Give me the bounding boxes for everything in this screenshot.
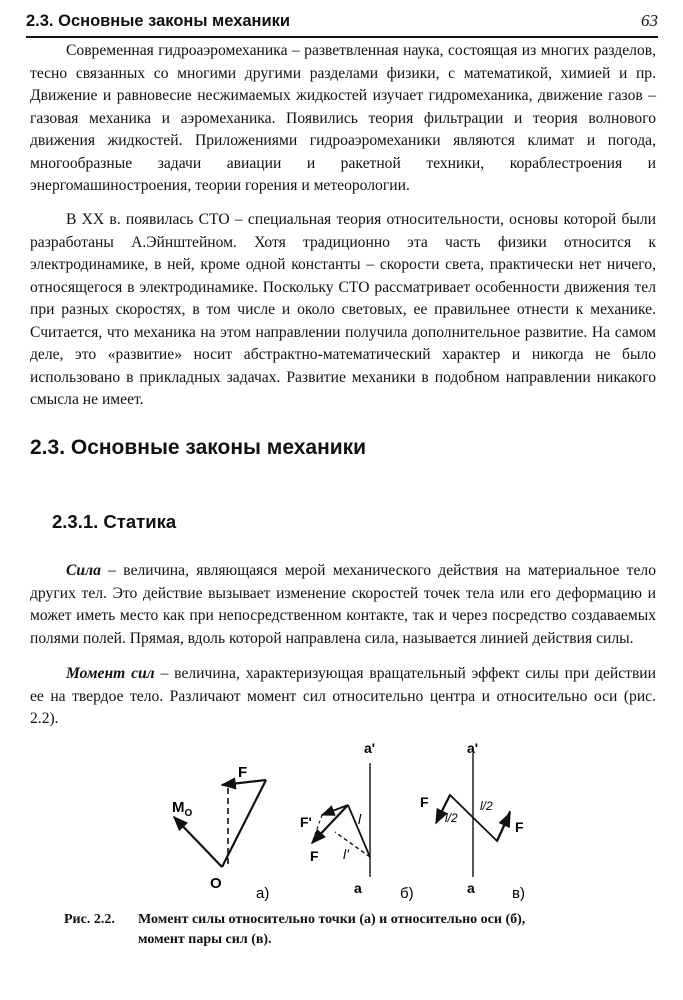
label-F-c-right: F: [515, 819, 524, 835]
page-number: 63: [641, 11, 658, 30]
running-head: [26, 10, 658, 38]
paragraph-relativity: В XX в. появилась СТО – специальная теория относительности, основы которой были разработаны А.Эйнштейном. Хотя традиционно эта часть физики относится к электродинамике, в ней, кроме одной константы – скорости света, практически нет ничего, относящегося в электродинамике. Поскольку СТО рассматривает особенности движения тел при разных скоростях, в том числе и около световых, ее правильнее отнести к механике. Считается, что механика на этом направлении получила дополнительное развитие. На самом деле, это «развитие» носит абстрактно-математический характер и никогда не было использовано в прикладных задачах. Развитие механики в подобном направлении никакого смысла не имеет.: [30, 211, 656, 408]
label-F-b: F: [310, 848, 319, 864]
subfigure-label-c: в): [512, 885, 525, 902]
moment-vector: [174, 817, 222, 867]
definition-moment-text: – величина, характеризующая вращательный эффект силы при действии ее на твердое тело. Различают момент сил относительно центра и относительно оси (рис. 2.2).: [30, 665, 657, 727]
label-a-prime-b: a': [364, 740, 376, 756]
label-F-a: F: [238, 764, 248, 781]
label-a-b: a: [354, 880, 362, 896]
definition-moment: [30, 663, 656, 731]
term-moment: Момент сил: [66, 665, 155, 682]
label-F-prime: F': [300, 814, 312, 830]
subsection-heading: 2.3.1. Статика: [52, 511, 177, 532]
figure-2-2: [0, 735, 683, 910]
moment-diagrams: [0, 735, 683, 905]
diagram-axis-moment: [312, 763, 370, 877]
running-head-title: 2.3. Основные законы механики: [26, 12, 291, 30]
label-a-prime-c: a': [467, 740, 479, 756]
label-half-l-left: l/2: [445, 811, 458, 825]
label-l-prime: l': [343, 846, 349, 862]
subfigure-label-b: б): [400, 885, 414, 902]
caption-line-2: момент пары сил (в).: [138, 932, 272, 947]
figure-caption: [64, 910, 624, 950]
section-heading: 2.3. Основные законы механики: [30, 436, 367, 459]
caption-line-1: Момент силы относительно точки (а) и относительно оси (б),: [138, 912, 526, 927]
label-F-c-left: F: [420, 794, 429, 810]
subfigure-label-a: а): [256, 885, 270, 902]
force-vector-b: [312, 805, 348, 843]
label-l: l: [358, 811, 362, 827]
label-half-l-right: l/2: [480, 799, 493, 813]
caption-label: Рис. 2.2.: [64, 912, 115, 927]
couple-force-right: [497, 813, 510, 841]
label-a-c: a: [467, 880, 475, 896]
term-force: Сила: [66, 562, 101, 579]
diagram-point-moment: [174, 780, 266, 867]
paragraph-hydroaeromechanics: Современная гидроаэромеханика – разветвленная наука, состоящая из многих разделов, тесно связанных со многими другими разделами физики, с математикой, химией и пр. Движение и равновесие несжимаемых жидкостей изучает гидромеханика, движение газов – газовая механика и аэромеханика. Появились теория фильтрации и теория волнового движения жидкостей. Приложениями гидроаэромеханики являются климат и погода, многообразные задачи авиации и ракетной техники, кораблестроения и энергомашиностроения, теории горения и метеорологии.: [30, 42, 656, 194]
definition-force-text: – величина, являющаяся мерой механического действия на материальное тело других тел. Это действие вызывает изменение скоростей точек тела или его деформацию и может иметь место как при непосредственном контакте, так и через посредство создаваемых полями полей. Прямая, вдоль которой направлена сила, называется линией действия силы.: [30, 562, 656, 647]
definition-force: [30, 560, 656, 650]
label-O: O: [210, 875, 222, 892]
label-Mo: $M_O$: [172, 799, 193, 819]
